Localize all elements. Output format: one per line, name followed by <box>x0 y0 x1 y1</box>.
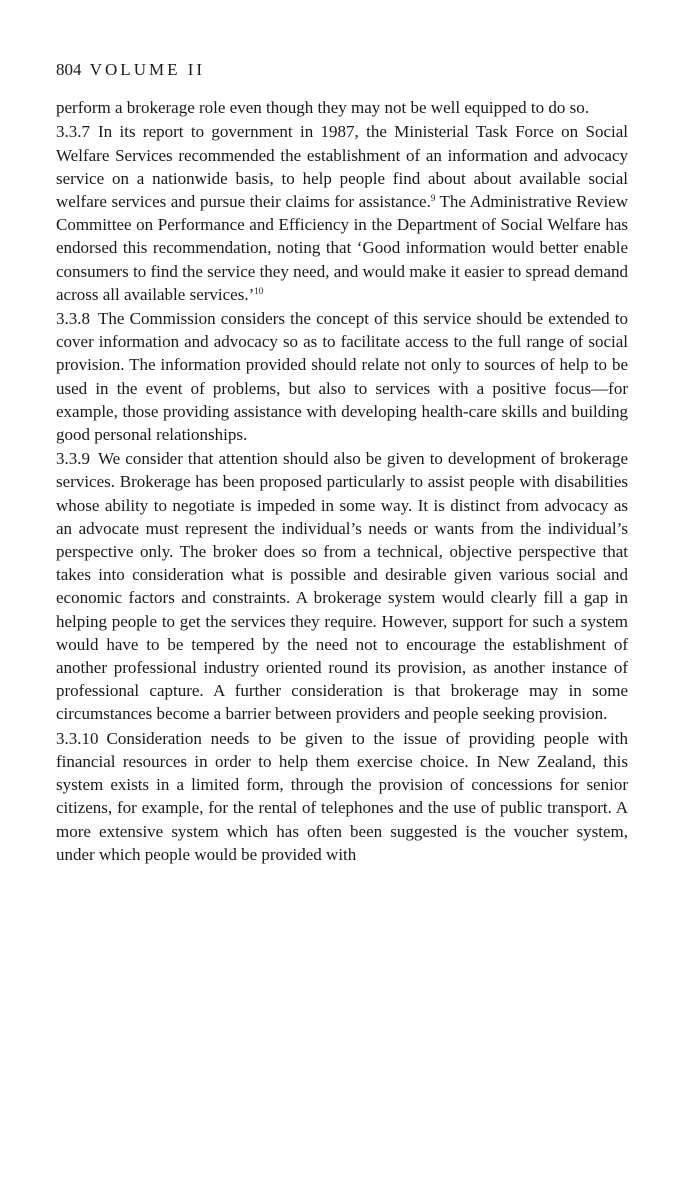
paragraph-text: The Commission considers the concept of this service should be extended to cover information and advocacy so as to facilitate access to the full range of social provision. The information provided should relate not only to sources of help to be used in the event of problems, but also to services with a positive focus—for example, those providing assistance with developing health-care skills and building good personal relationships. <box>56 309 628 445</box>
page-number: 804 <box>56 60 82 79</box>
paragraph-text: perform a brokerage role even though they may not be well equipped to do so. <box>56 98 589 118</box>
paragraph-number: 3.3.7 <box>56 122 90 142</box>
paragraph-text: In its report to government in 1987, the Ministerial Task Force on Social Welfare Services recommended the establishment of an information and advocacy service on a nationwide basis, to help people find about about available social welfare services and pursue their claims for assistance. <box>56 122 628 212</box>
footnote-ref-9: 9 <box>430 193 436 204</box>
paragraph-number: 3.3.8 <box>56 309 90 329</box>
paragraph-3-3-10 <box>56 727 628 866</box>
paragraph-3-3-8 <box>56 307 628 446</box>
paragraph-text: We consider that attention should also be given to development of brokerage services. Brokerage has been proposed particularly to assist people with disabilities whose ability to negotiate is impeded in some way. It is distinct from advocacy as an advocate must represent the individual’s needs or wants from the individual’s perspective only. The broker does so from a technical, objective perspective that takes into consideration what is possible and desirable given various social and economic factors and constraints. A brokerage system would clearly fill a gap in helping people to get the services they require. However, support for such a system would have to be tempered by the need not to encourage the establishment of another professional industry oriented round its provision, as another instance of professional capture. A further consideration is that brokerage may in some circumstances become a barrier between providers and people seeking provision. <box>56 449 628 724</box>
paragraph-continued <box>56 96 628 119</box>
paragraph-text: Consideration needs to be given to the issue of providing people with financial resources in order to help them exercise choice. In New Zealand, this system exists in a limited form, through the provision of concessions for senior citizens, for example, for the rental of telephones and the use of public transport. A more extensive system which has often been suggested is the voucher system, under which people would be provided with <box>56 728 628 864</box>
paragraph-3-3-9 <box>56 447 628 725</box>
paragraph-text: The Administrative Review Committee on Performance and Efficiency in the Department of Social Welfare has endorsed this recommendation, noting that ‘Good information would better enable consumers to find the service they need, and would make it easier to spread demand across all available services.’ <box>56 192 628 304</box>
document-page <box>56 58 628 866</box>
paragraph-3-3-7 <box>56 120 628 306</box>
paragraph-number: 3.3.9 <box>56 449 90 469</box>
running-head <box>56 58 628 81</box>
paragraph-number: 3.3.10 <box>56 728 99 748</box>
volume-label: VOLUME II <box>89 60 206 79</box>
footnote-ref-10: 10 <box>254 285 264 296</box>
